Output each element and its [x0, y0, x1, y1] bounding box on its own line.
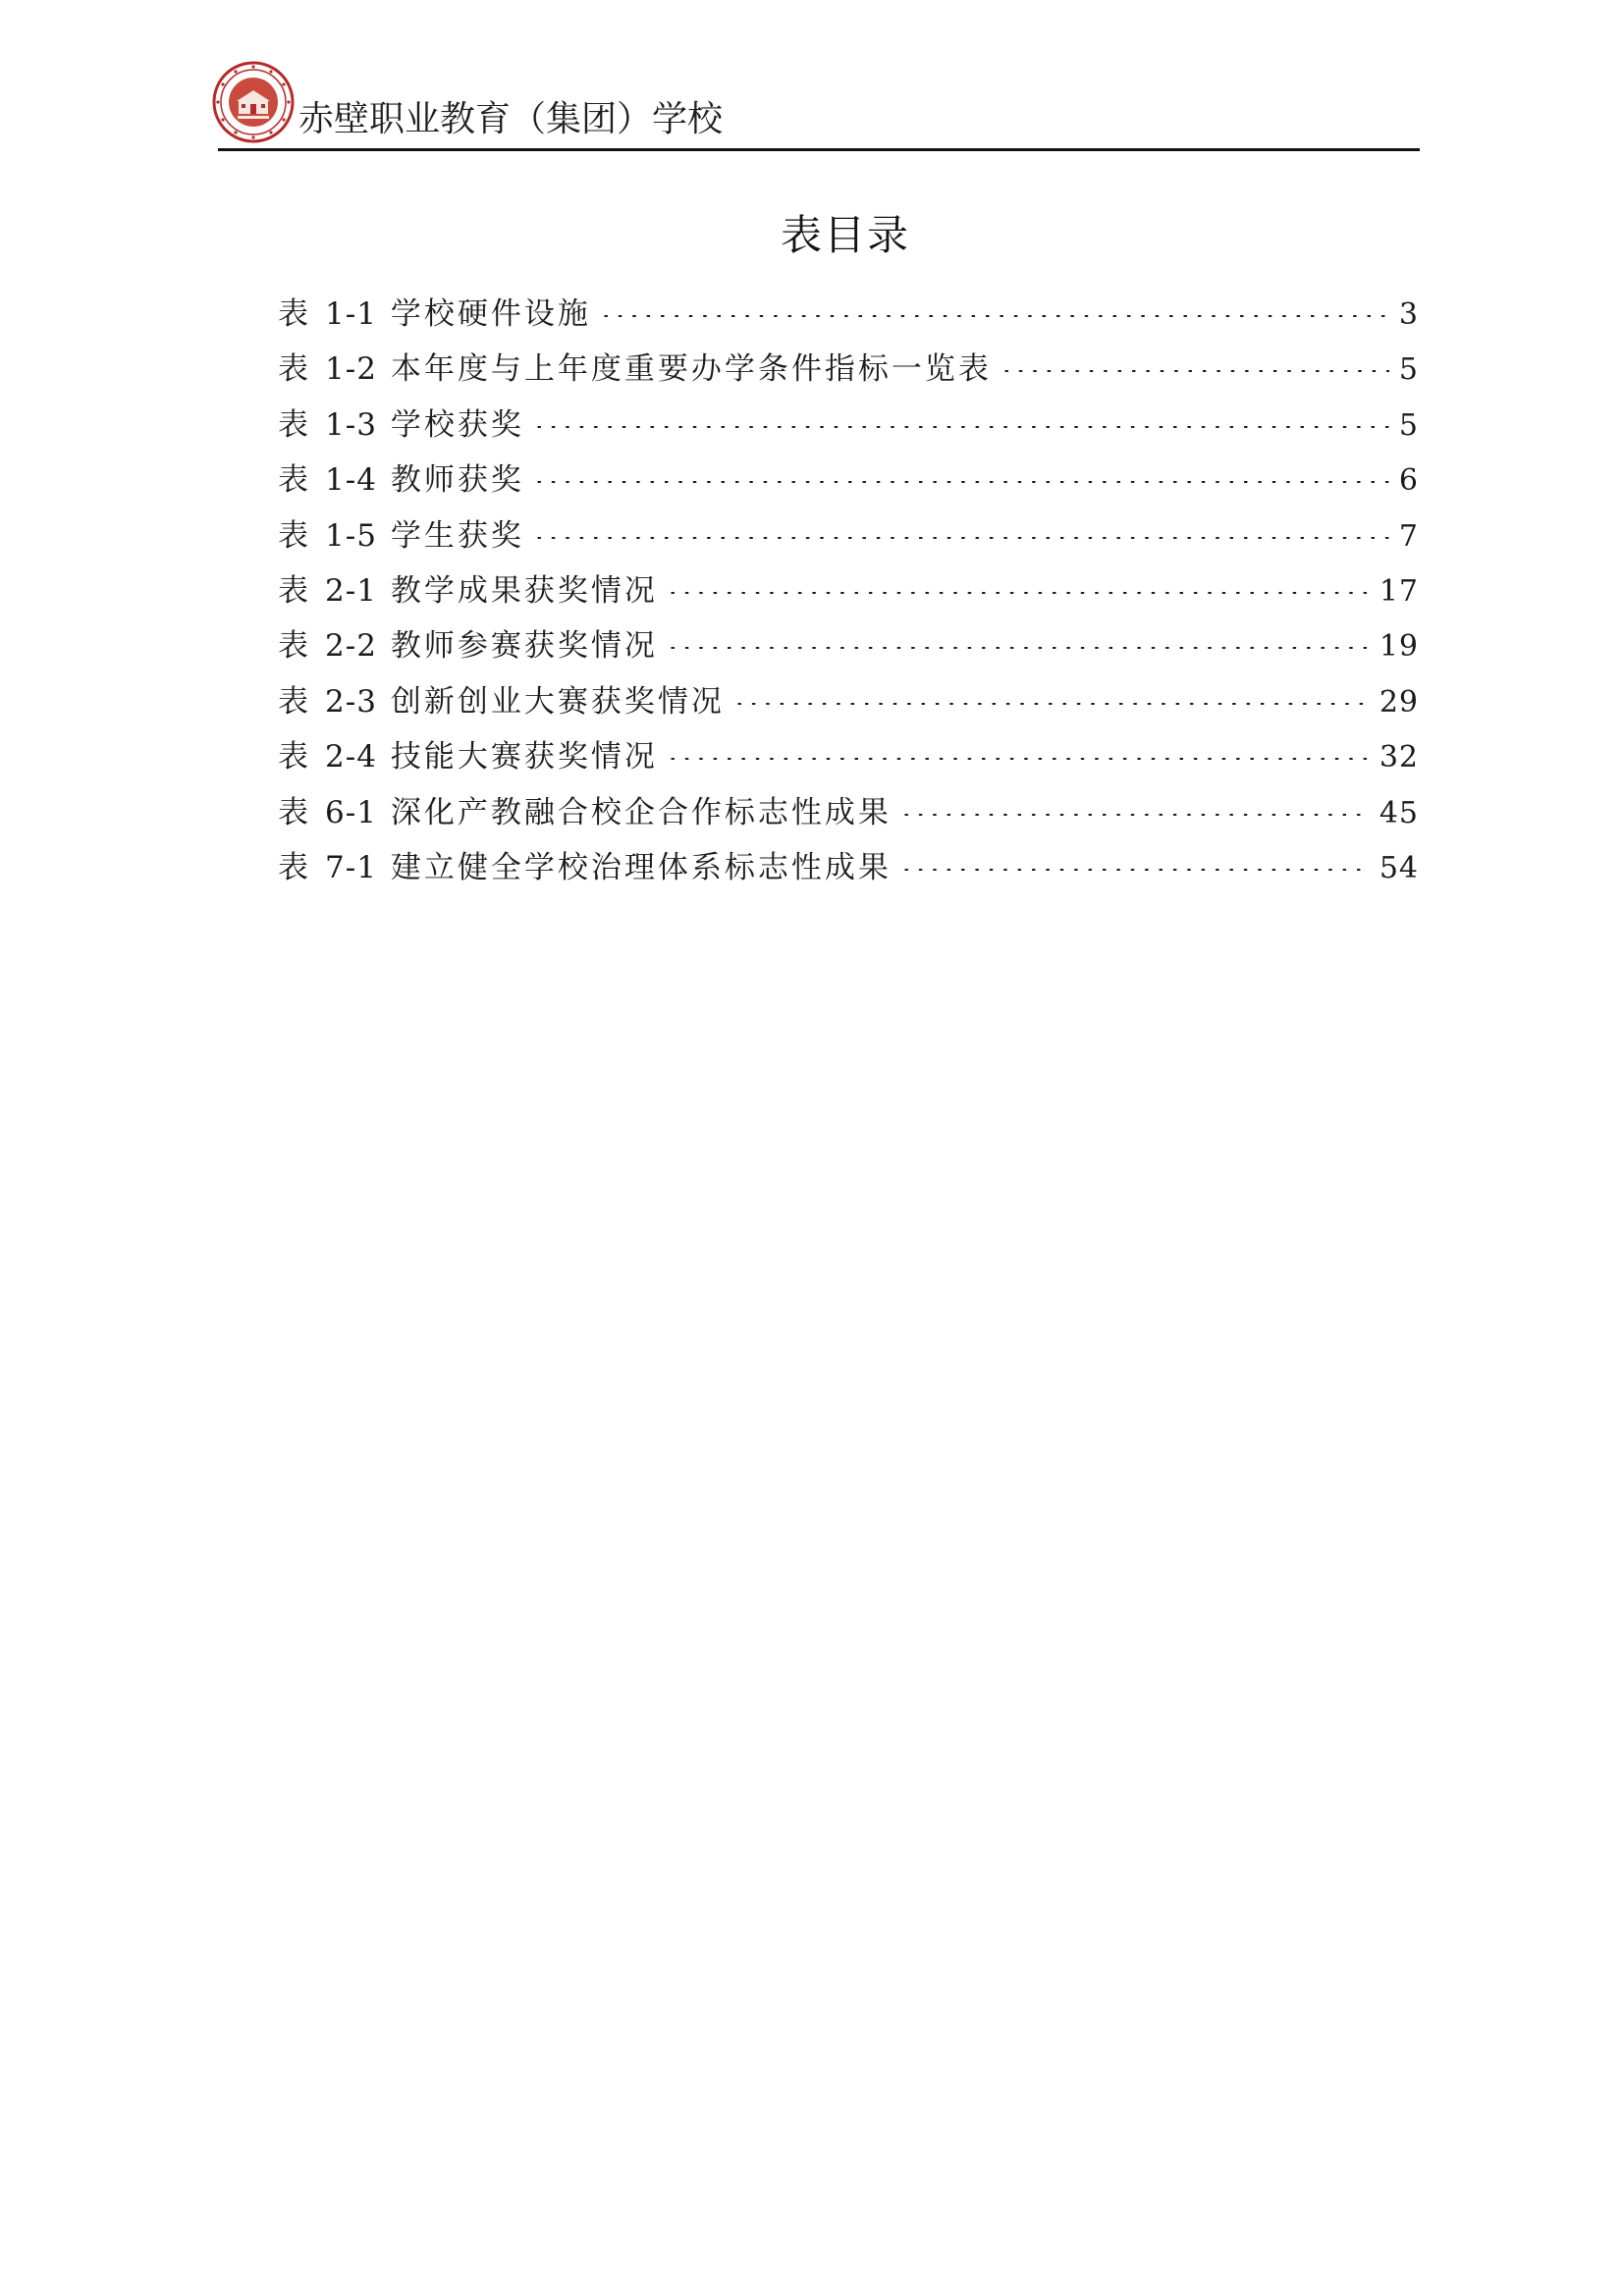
dot-leader — [666, 647, 1370, 649]
toc-entry[interactable] — [278, 342, 1419, 397]
toc-entry-label: 表 7-1 建立健全学校治理体系标志性成果 — [278, 849, 892, 885]
dot-leader — [532, 426, 1389, 428]
page-header — [212, 61, 1420, 153]
header-rule — [218, 148, 1420, 151]
toc-entry-label: 表 1-4 教师获奖 — [278, 462, 524, 499]
dot-leader — [666, 758, 1370, 760]
toc-page-number: 5 — [1398, 407, 1419, 443]
toc-entry[interactable] — [278, 618, 1419, 673]
toc-page-number: 7 — [1398, 518, 1419, 554]
toc-entry[interactable] — [278, 563, 1419, 618]
dot-leader — [599, 315, 1389, 317]
toc-entry-label: 表 1-2 本年度与上年度重要办学条件指标一览表 — [278, 351, 992, 388]
toc-entry-label: 表 2-4 技能大赛获奖情况 — [278, 739, 658, 775]
toc-entry[interactable] — [278, 729, 1419, 784]
toc-page-number: 19 — [1379, 629, 1419, 665]
toc-page-number: 17 — [1379, 573, 1419, 609]
toc-page-number: 54 — [1379, 850, 1419, 885]
toc-entry[interactable] — [278, 785, 1419, 840]
toc-entry-label: 表 2-2 教师参赛获奖情况 — [278, 628, 658, 665]
school-name: 赤壁职业教育（集团）学校 — [298, 99, 724, 139]
toc-entry[interactable] — [278, 674, 1419, 729]
toc-page-number: 6 — [1398, 463, 1419, 499]
toc-entry[interactable] — [278, 508, 1419, 563]
toc-page-number: 32 — [1379, 740, 1419, 775]
toc-entry[interactable] — [278, 398, 1419, 453]
school-seal-logo — [212, 61, 295, 143]
toc-entry-label: 表 6-1 深化产教融合校企合作标志性成果 — [278, 794, 892, 830]
dot-leader — [899, 814, 1370, 816]
dot-leader — [532, 537, 1389, 539]
toc-entry-label: 表 2-1 教学成果获奖情况 — [278, 572, 658, 609]
dot-leader — [1000, 370, 1389, 372]
toc-page-number: 5 — [1398, 352, 1419, 388]
dot-leader — [732, 703, 1370, 705]
toc-page-number: 3 — [1398, 297, 1419, 332]
dot-leader — [899, 869, 1370, 871]
toc-entry-label: 表 2-3 创新创业大赛获奖情况 — [278, 683, 725, 720]
table-of-contents — [278, 287, 1419, 895]
toc-page-number: 29 — [1379, 684, 1419, 720]
toc-entry-label: 表 1-5 学生获奖 — [278, 517, 524, 554]
toc-page-number: 45 — [1379, 795, 1419, 830]
toc-entry[interactable] — [278, 840, 1419, 895]
toc-entry-label: 表 1-3 学校获奖 — [278, 406, 524, 443]
page-title: 表目录 — [780, 211, 910, 259]
toc-entry[interactable] — [278, 287, 1419, 342]
toc-entry-label: 表 1-1 学校硬件设施 — [278, 296, 591, 332]
toc-entry[interactable] — [278, 453, 1419, 507]
dot-leader — [532, 481, 1389, 483]
dot-leader — [666, 592, 1370, 594]
